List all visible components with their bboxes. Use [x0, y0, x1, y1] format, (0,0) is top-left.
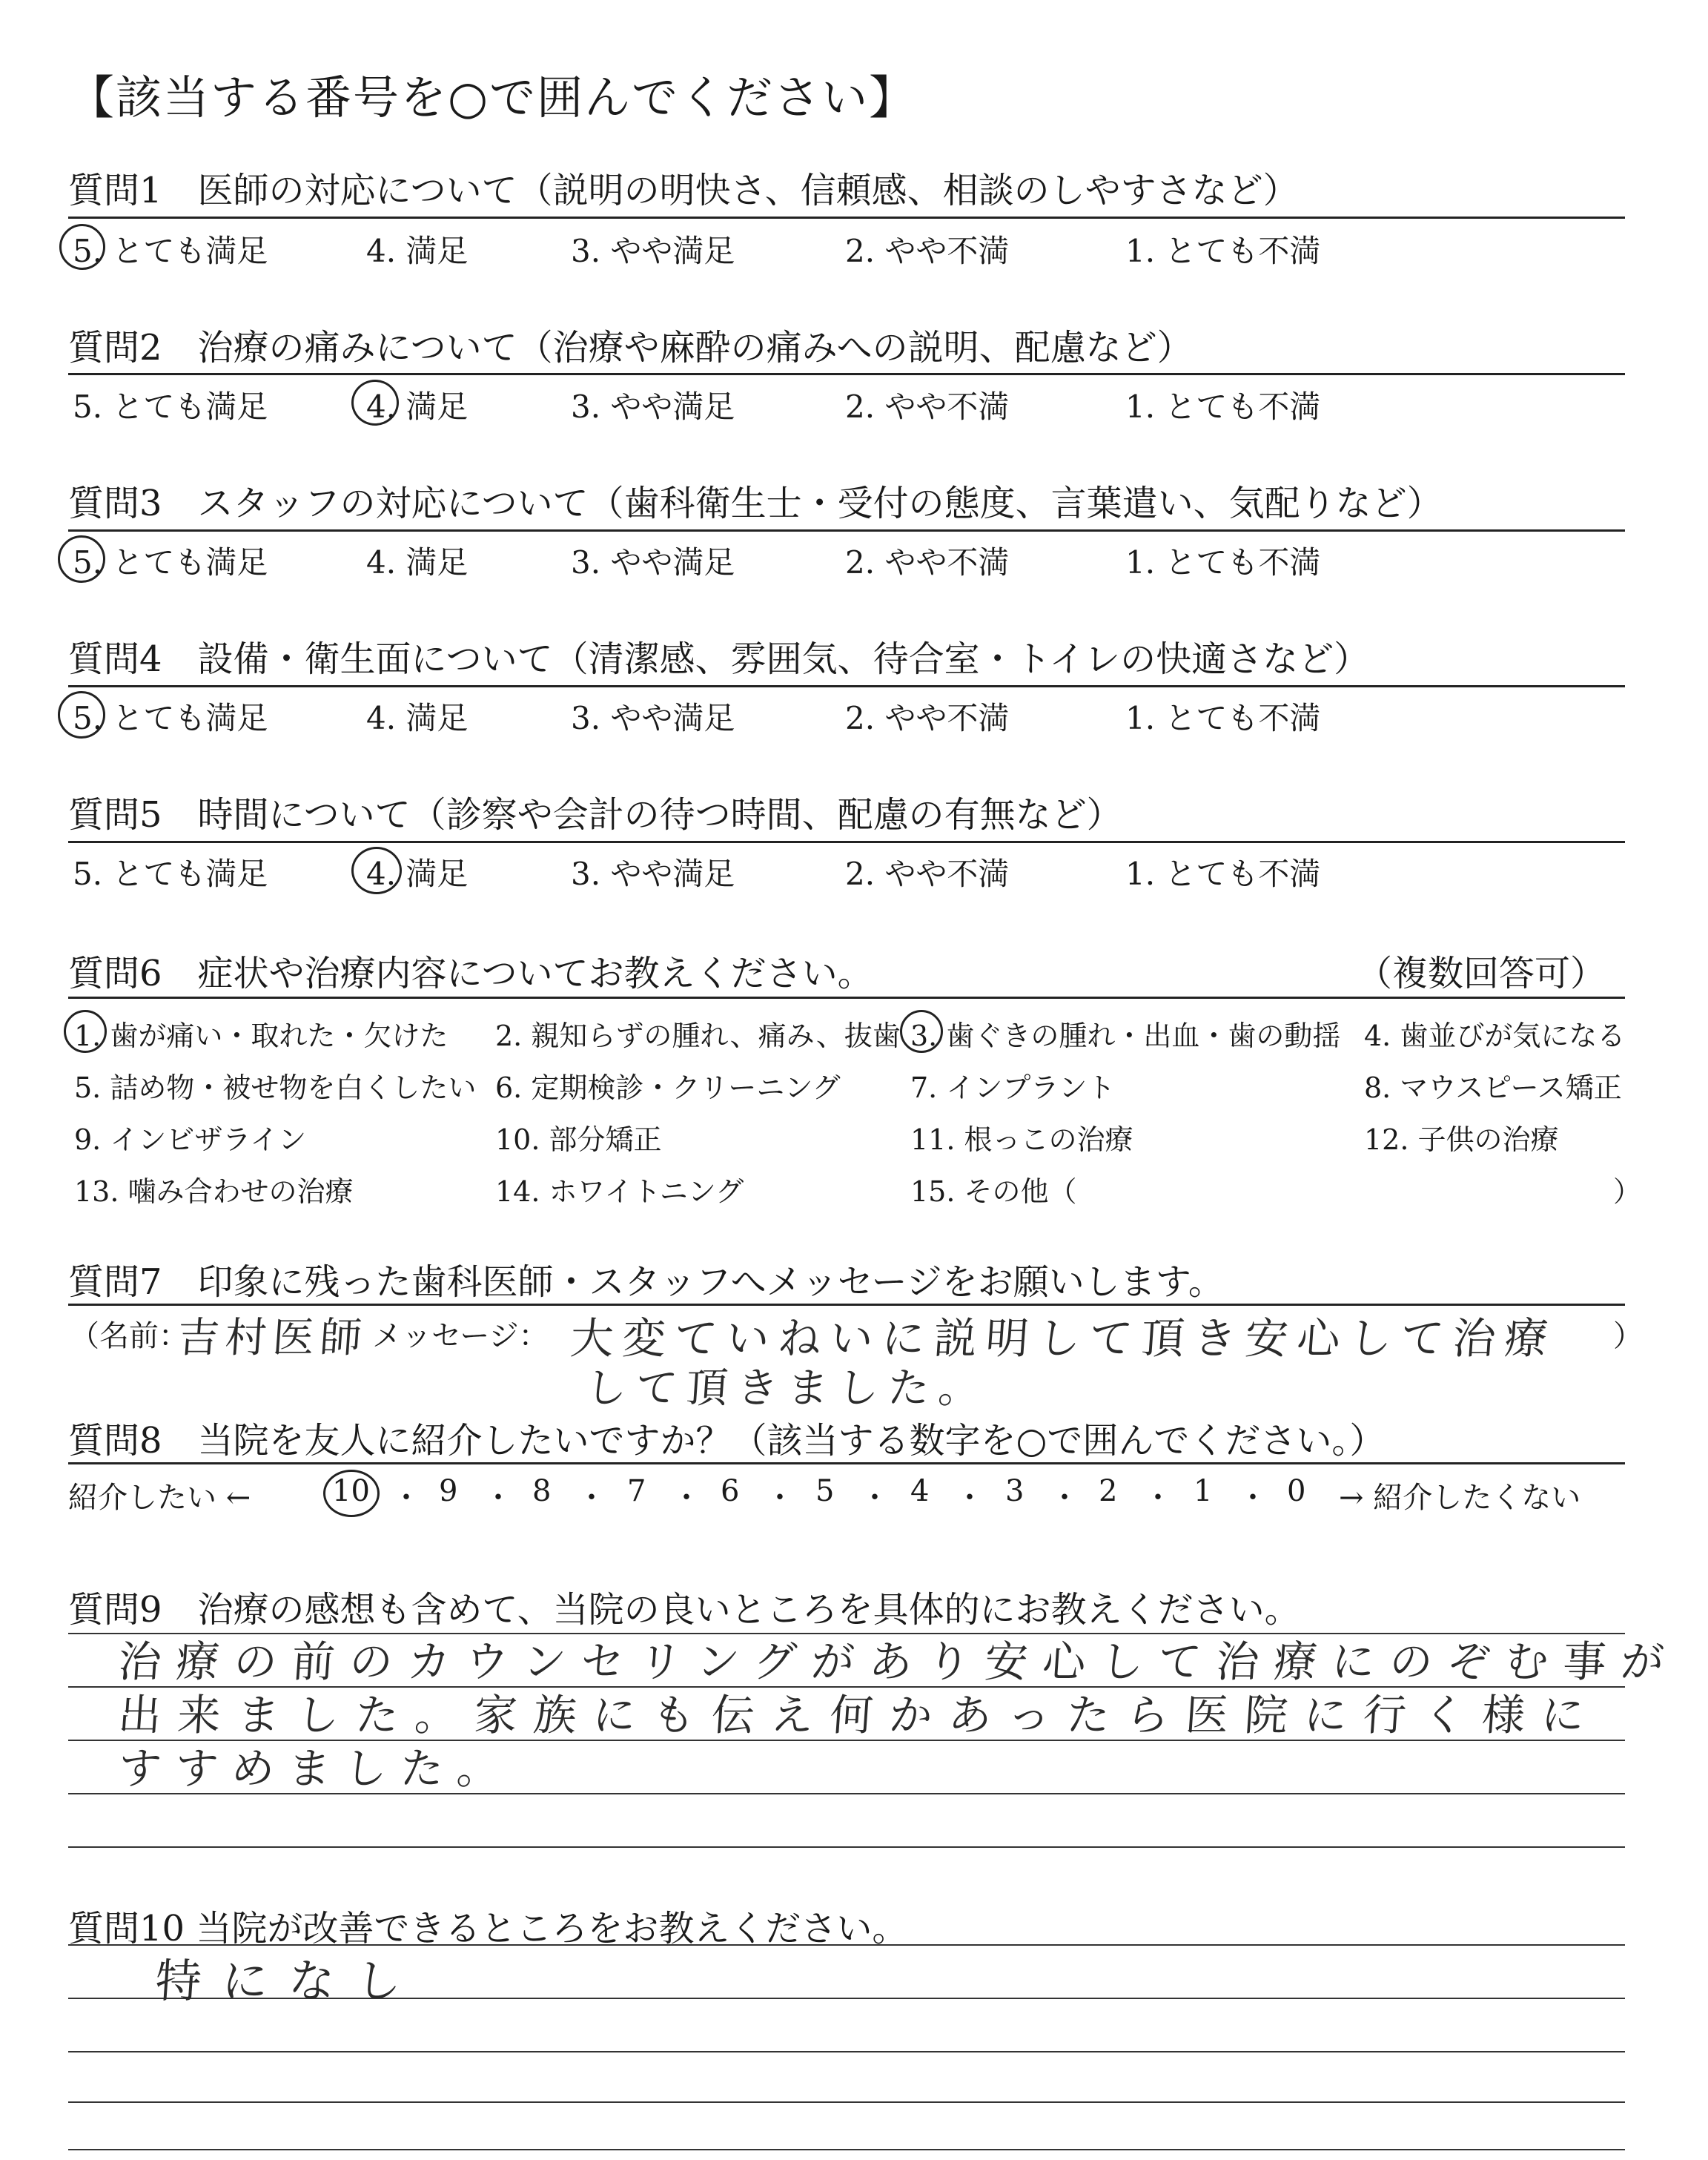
q5-answer-circle: [351, 847, 402, 894]
q2-option-3[interactable]: 3. やや満足: [571, 389, 735, 425]
q8-scale-10[interactable]: 10: [332, 1474, 370, 1508]
q8-scale-1[interactable]: 1: [1194, 1474, 1213, 1508]
q4-option-1[interactable]: 1. とても不満: [1125, 700, 1321, 736]
q7-message-line-2[interactable]: して頂きました。: [583, 1364, 990, 1413]
q5-option-5[interactable]: 5. とても満足: [73, 856, 268, 892]
question-2-rule: [68, 373, 1625, 375]
q6-option-13[interactable]: 13. 噛み合わせの治療: [74, 1175, 354, 1208]
q3-option-3[interactable]: 3. やや満足: [571, 544, 735, 581]
q7-message-line-1[interactable]: 大変ていねいに説明して頂き安心して治療: [569, 1313, 1559, 1364]
q4-option-3[interactable]: 3. やや満足: [571, 700, 735, 736]
question-6-note: （複数回答可）: [1357, 953, 1606, 994]
question-5-rule: [68, 841, 1625, 843]
q3-option-4[interactable]: 4. 満足: [366, 544, 469, 581]
q3-option-1[interactable]: 1. とても不満: [1125, 544, 1321, 581]
q1-option-2[interactable]: 2. やや不満: [845, 233, 1010, 269]
q8-scale-4[interactable]: 4: [910, 1474, 930, 1508]
q2-option-2[interactable]: 2. やや不満: [845, 389, 1010, 425]
q8-scale-0[interactable]: 0: [1287, 1474, 1306, 1508]
q7-name-value[interactable]: 吉村医師: [176, 1314, 369, 1362]
q1-option-4[interactable]: 4. 満足: [366, 233, 469, 269]
q1-option-1[interactable]: 1. とても不満: [1125, 233, 1321, 269]
q8-dot: ・: [1238, 1481, 1268, 1515]
q8-scale-5[interactable]: 5: [815, 1474, 835, 1508]
q6-option-6[interactable]: 6. 定期検診・クリーニング: [495, 1071, 841, 1104]
q8-dot: ・: [765, 1481, 795, 1515]
q6-option-3[interactable]: 3. 歯ぐきの腫れ・出血・歯の動揺: [910, 1020, 1341, 1052]
q1-answer-circle: [59, 224, 105, 270]
question-6-title: 質問6 症状や治療内容についてお教えください。: [68, 953, 873, 994]
q8-dot: ・: [1143, 1481, 1173, 1515]
q7-name-label: （名前：: [70, 1319, 188, 1353]
question-1-title: 質問1 医師の対応について（説明の明快さ、信頼感、相談のしやすさなど）: [68, 170, 1299, 211]
q8-dot: ・: [577, 1481, 606, 1515]
question-1-rule: [68, 217, 1625, 219]
question-7-title: 質問7 印象に残った歯科医師・スタッフへメッセージをお願いします。: [68, 1261, 1224, 1303]
question-6-rule: [68, 997, 1625, 999]
q6-option-4[interactable]: 4. 歯並びが気になる: [1364, 1020, 1626, 1052]
q7-message-label: メッセージ：: [372, 1319, 549, 1353]
q10-line-4: [68, 2101, 1625, 2103]
q8-left-label: 紹介したい ←: [68, 1481, 251, 1515]
q8-right-label: → 紹介したくない: [1339, 1481, 1581, 1515]
q6-option-8[interactable]: 8. マウスピース矯正: [1364, 1071, 1622, 1104]
q5-option-1[interactable]: 1. とても不満: [1125, 856, 1321, 892]
q8-scale-3[interactable]: 3: [1005, 1474, 1025, 1508]
q6-option-14[interactable]: 14. ホワイトニング: [495, 1175, 744, 1208]
question-9-title: 質問9 治療の感想も含めて、当院の良いところを具体的にお教えください。: [68, 1589, 1300, 1631]
q4-option-5[interactable]: 5. とても満足: [73, 700, 268, 736]
q1-option-3[interactable]: 3. やや満足: [571, 233, 735, 269]
q6-option-11[interactable]: 11. 根っこの治療: [910, 1123, 1133, 1156]
q6-option-10[interactable]: 10. 部分矯正: [495, 1123, 662, 1156]
q9-answer-line-3[interactable]: すすめました。: [116, 1743, 515, 1794]
q6-option-9[interactable]: 9. インビザライン: [74, 1123, 307, 1156]
q2-option-1[interactable]: 1. とても不満: [1125, 389, 1321, 425]
q5-option-2[interactable]: 2. やや不満: [845, 856, 1010, 892]
question-4-rule: [68, 685, 1625, 687]
q6-option-2[interactable]: 2. 親知らずの腫れ、痛み、抜歯: [495, 1020, 901, 1052]
q6-option-15-close: ）: [1613, 1175, 1642, 1208]
q8-dot: ・: [672, 1481, 701, 1515]
q8-dot: ・: [391, 1481, 421, 1515]
q8-scale-2[interactable]: 2: [1099, 1474, 1118, 1508]
q8-dot: ・: [1050, 1481, 1079, 1515]
q4-answer-circle: [58, 691, 105, 739]
q10-line-3: [68, 2051, 1625, 2052]
q2-answer-circle: [351, 380, 399, 426]
q3-option-5[interactable]: 5. とても満足: [73, 544, 268, 581]
q8-scale-8[interactable]: 8: [532, 1474, 552, 1508]
q1-option-5[interactable]: 5. とても満足: [73, 233, 268, 269]
question-2-title: 質問2 治療の痛みについて（治療や麻酔の痛みへの説明、配慮など）: [68, 327, 1193, 369]
q6-option-5[interactable]: 5. 詰め物・被せ物を白くしたい: [74, 1071, 477, 1104]
q3-option-2[interactable]: 2. やや不満: [845, 544, 1010, 581]
question-8-title: 質問8 当院を友人に紹介したいですか？（該当する数字を○で囲んでください。）: [68, 1420, 1386, 1462]
q8-scale-9[interactable]: 9: [439, 1474, 458, 1508]
q6-option-12[interactable]: 12. 子供の治療: [1364, 1123, 1559, 1156]
q9-answer-line-2[interactable]: 出来ました。家族にも伝え何かあったら医院に行く様に: [116, 1690, 1603, 1740]
q5-option-4[interactable]: 4. 満足: [366, 856, 469, 892]
q2-option-5[interactable]: 5. とても満足: [73, 389, 268, 425]
q3-answer-circle: [58, 535, 105, 583]
q9-line-5: [68, 1846, 1625, 1848]
q10-line-5: [68, 2149, 1625, 2150]
question-3-rule: [68, 529, 1625, 532]
q10-answer[interactable]: 特になし: [153, 1954, 425, 2008]
q2-option-4[interactable]: 4. 満足: [366, 389, 469, 425]
q8-dot: ・: [955, 1481, 984, 1515]
q6-answer-circle-3: [900, 1010, 943, 1053]
question-10-title: 質問10 当院が改善できるところをお教えください。: [68, 1908, 908, 1949]
q6-answer-circle-1: [64, 1010, 107, 1053]
q4-option-2[interactable]: 2. やや不満: [845, 700, 1010, 736]
q8-answer-circle: [323, 1470, 380, 1517]
q4-option-4[interactable]: 4. 満足: [366, 700, 469, 736]
q6-option-1[interactable]: 1. 歯が痛い・取れた・欠けた: [74, 1020, 448, 1052]
q6-option-15[interactable]: 15. その他（: [910, 1175, 1077, 1208]
question-3-title: 質問3 スタッフの対応について（歯科衛生士・受付の態度、言葉遣い、気配りなど）: [68, 483, 1443, 524]
q6-option-7[interactable]: 7. インプラント: [910, 1071, 1116, 1104]
q5-option-3[interactable]: 3. やや満足: [571, 856, 735, 892]
q8-scale-7[interactable]: 7: [627, 1474, 646, 1508]
q8-scale-6[interactable]: 6: [721, 1474, 740, 1508]
q8-dot: ・: [860, 1481, 890, 1515]
form-header: 【該当する番号を○で囲んでください】: [68, 70, 917, 125]
q8-dot: ・: [483, 1481, 513, 1515]
q7-close-paren: ）: [1613, 1319, 1643, 1353]
question-4-title: 質問4 設備・衛生面について（清潔感、雰囲気、待合室・トイレの快適さなど）: [68, 638, 1370, 680]
question-8-rule: [68, 1462, 1625, 1464]
question-5-title: 質問5 時間について（診察や会計の待つ時間、配慮の有無など）: [68, 794, 1122, 836]
q9-answer-line-1[interactable]: 治療の前のカウンセリングがあり安心して治療にのぞむ事が: [116, 1636, 1681, 1687]
